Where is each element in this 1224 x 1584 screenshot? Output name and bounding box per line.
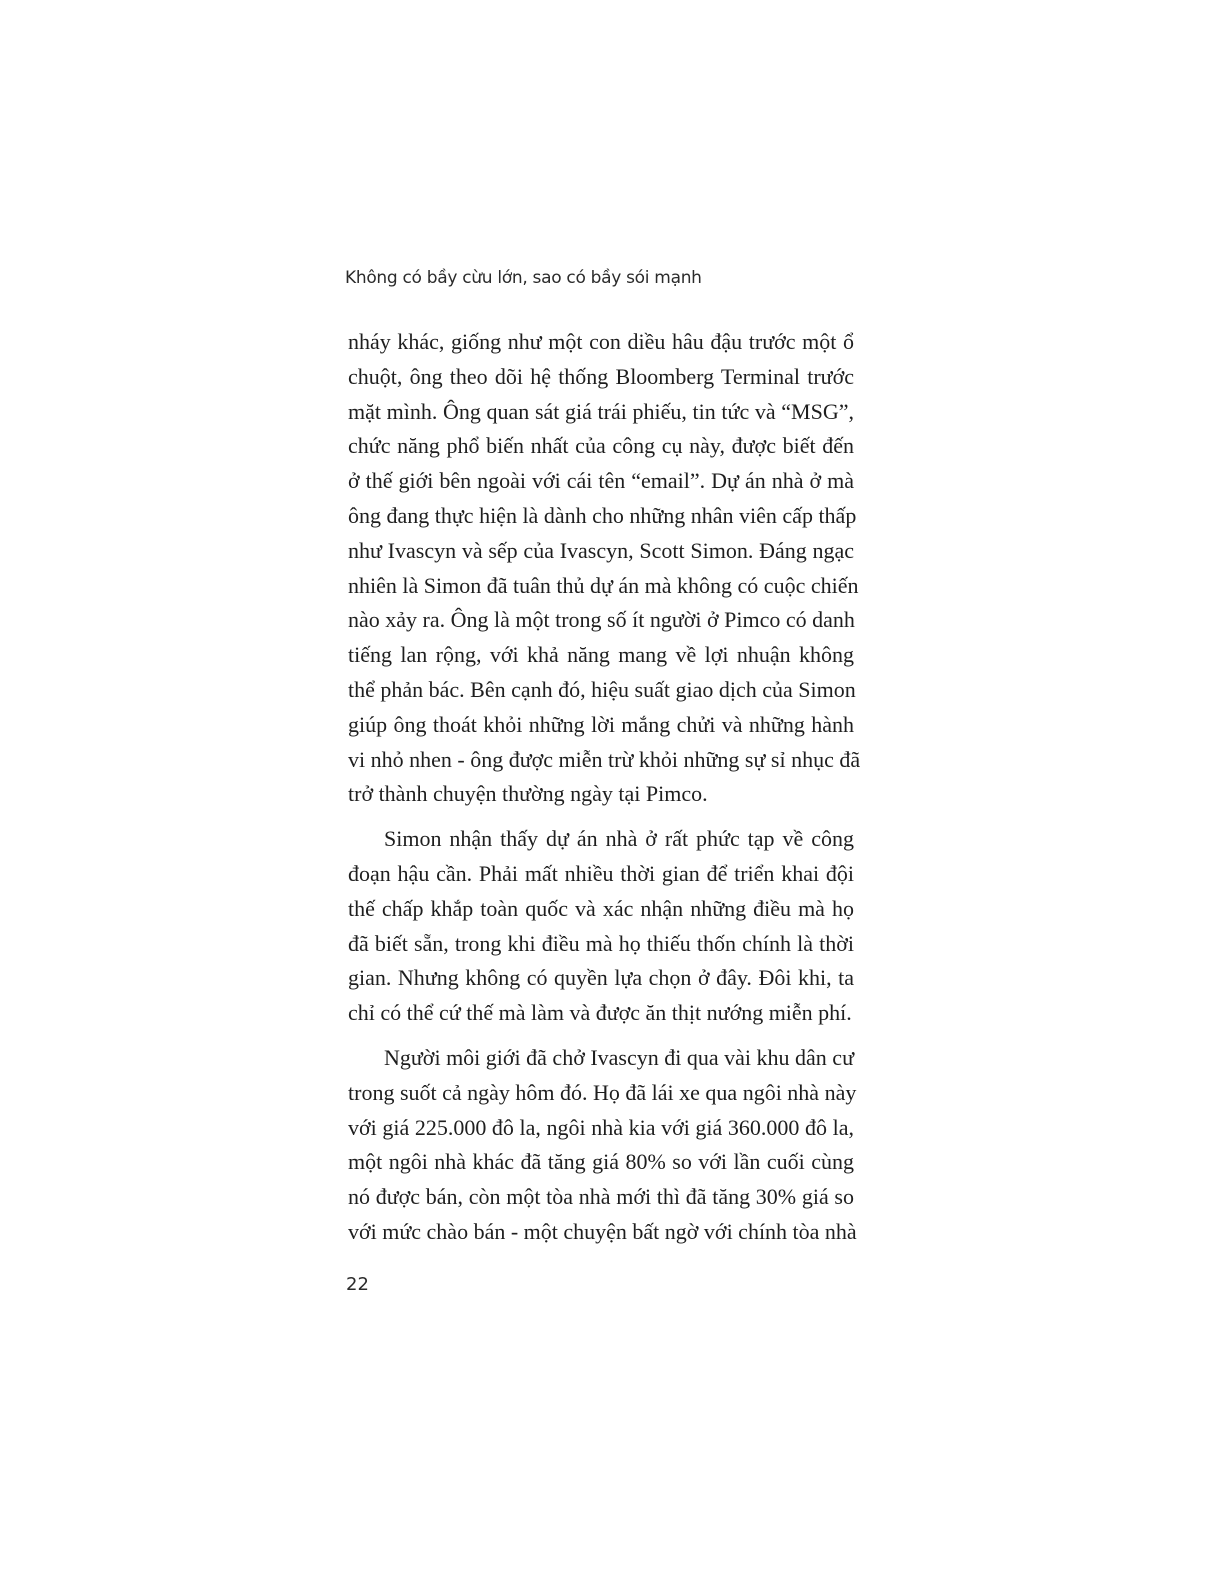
text-line: Simon nhận thấy dự án nhà ở rất phức tạp về công — [384, 826, 854, 852]
paragraph-1 — [348, 325, 861, 812]
text-line: giúp ông thoát khỏi những lời mắng chửi và những hành — [348, 711, 854, 737]
text-line: đã biết sẵn, trong khi điều mà họ thiếu thốn chính là thời — [348, 930, 854, 956]
running-header: Không có bầy cừu lớn, sao có bầy sói mạnh — [345, 268, 702, 288]
body-text — [348, 325, 861, 1250]
paragraph-2 — [348, 822, 854, 1031]
text-line: nháy khác, giống như một con diều hâu đậu trước một ổ — [348, 329, 854, 354]
text-line: ông đang thực hiện là dành cho những nhân viên cấp thấp — [348, 502, 857, 528]
text-line: vi nhỏ nhen - ông được miễn trừ khỏi những sự sỉ nhục đã — [348, 746, 861, 772]
text-line: mặt mình. Ông quan sát giá trái phiếu, tin tức và “MSG”, — [348, 398, 854, 424]
text-line: thế chấp khắp toàn quốc và xác nhận những điều mà họ — [348, 895, 854, 921]
text-line: nhiên là Simon đã tuân thủ dự án mà không có cuộc chiến — [348, 572, 859, 598]
text-line: trở thành chuyện thường ngày tại Pimco. — [348, 781, 708, 807]
text-line: như Ivascyn và sếp của Ivascyn, Scott Simon. Đáng ngạc — [348, 537, 854, 563]
text-line: đoạn hậu cần. Phải mất nhiều thời gian để triển khai đội — [348, 860, 854, 886]
text-line: chuột, ông theo dõi hệ thống Bloomberg Terminal trước — [348, 363, 854, 389]
text-line: nó được bán, còn một tòa nhà mới thì đã tăng 30% giá so — [348, 1184, 854, 1210]
text-line: chức năng phổ biến nhất của công cụ này, được biết đến — [348, 433, 854, 459]
text-line: ở thế giới bên ngoài với cái tên “email”. Dự án nhà ở mà — [348, 468, 854, 494]
text-line: với mức chào bán - một chuyện bất ngờ với chính tòa nhà — [348, 1218, 857, 1244]
text-line: tiếng lan rộng, với khả năng mang về lợi nhuận không — [348, 642, 854, 668]
text-line: một ngôi nhà khác đã tăng giá 80% so với lần cuối cùng — [348, 1149, 854, 1175]
text-line: chỉ có thể cứ thế mà làm và được ăn thịt nướng miễn phí. — [348, 1000, 852, 1026]
text-line: thể phản bác. Bên cạnh đó, hiệu suất giao dịch của Simon — [348, 676, 856, 702]
page-number: 22 — [346, 1274, 369, 1295]
text-line: trong suốt cả ngày hôm đó. Họ đã lái xe qua ngôi nhà này — [348, 1079, 857, 1105]
text-line: với giá 225.000 đô la, ngôi nhà kia với giá 360.000 đô la, — [348, 1114, 854, 1140]
text-line: gian. Nhưng không có quyền lựa chọn ở đây. Đôi khi, ta — [348, 965, 854, 991]
text-line: nào xảy ra. Ông là một trong số ít người ở Pimco có danh — [348, 607, 855, 633]
text-line: Người môi giới đã chở Ivascyn đi qua vài khu dân cư — [384, 1044, 854, 1070]
paragraph-3 — [348, 1041, 857, 1250]
